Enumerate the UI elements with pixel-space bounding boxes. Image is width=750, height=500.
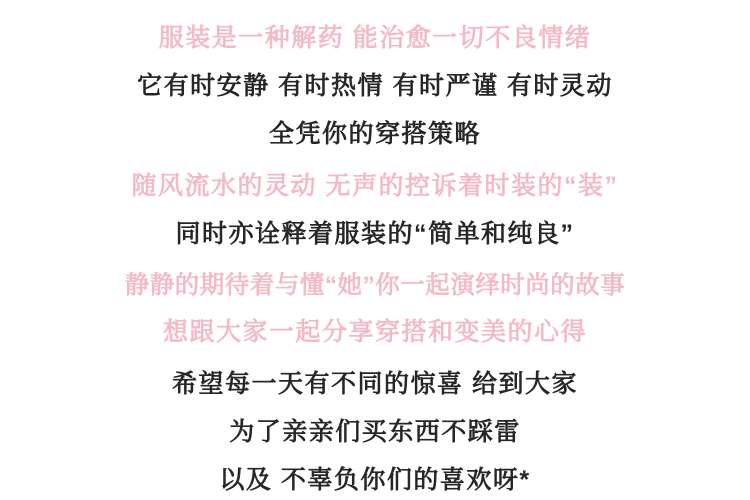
poem-line: 同时亦诠释着服装的“简单和纯良”: [175, 220, 575, 248]
poem-line: 为了亲亲们买东西不踩雷: [229, 418, 521, 446]
poem-line: 它有时安静 有时热情 有时严谨 有时灵动: [137, 72, 613, 100]
poem-line: 全凭你的穿搭策略: [268, 120, 481, 148]
poem-line: 以及 不辜负你们的喜欢呀*: [219, 466, 531, 494]
poem-line: 服装是一种解药 能治愈一切不良情绪: [158, 24, 592, 52]
poem-line: 静静的期待着与懂“她”你一起演绎时尚的故事: [124, 272, 626, 299]
poem-line: 希望每一天有不同的惊喜 给到大家: [172, 370, 578, 398]
poem-line: 想跟大家一起分享穿搭和变美的心得: [162, 318, 587, 346]
poem-line: 随风流水的灵动 无声的控诉着时装的“装”: [131, 172, 619, 200]
